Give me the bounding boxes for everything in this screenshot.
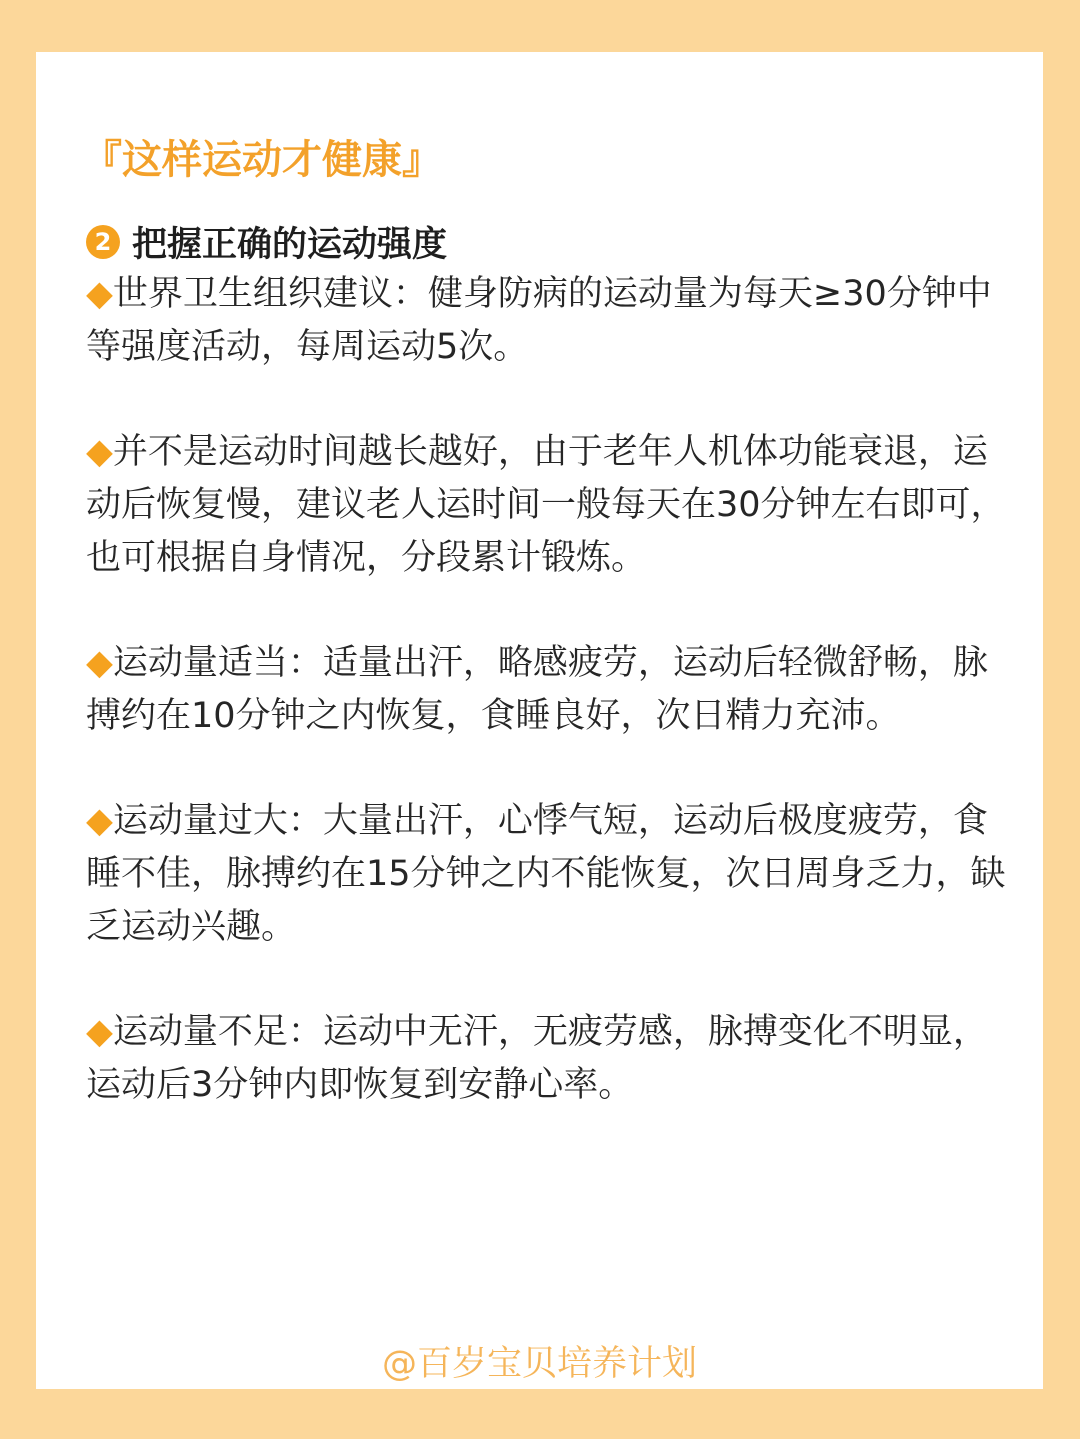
paragraph-text: 世界卫生组织建议：健身防病的运动量为每天≥30分钟中等强度活动，每周运动5次。 (86, 274, 992, 367)
paragraph-text: 运动量过大：大量出汗，心悸气短，运动后极度疲劳，食睡不佳，脉搏约在15分钟之内不能恢复，次日周身乏力，缺乏运动兴趣。 (86, 801, 1006, 947)
diamond-bullet-icon: ◆ (86, 1012, 113, 1052)
footer-account-handle: @百岁宝贝培养计划 (381, 1344, 697, 1384)
section-header (86, 220, 447, 264)
paragraph (86, 795, 1006, 954)
paragraph (86, 637, 1006, 743)
paragraph-text: 并不是运动时间越长越好，由于老年人机体功能衰退，运动后恢复慢，建议老人运时间一般每天在30分钟左右即可，也可根据自身情况，分段累计锻炼。 (86, 432, 1006, 578)
paragraph-text: 运动量不足：运动中无汗，无疲劳感，脉搏变化不明显，运动后3分钟内即恢复到安静心率。 (86, 1012, 988, 1105)
paragraph-text: 运动量适当：适量出汗，略感疲劳，运动后轻微舒畅，脉搏约在10分钟之内恢复，食睡良好，次日精力充沛。 (86, 643, 988, 736)
diamond-bullet-icon: ◆ (86, 801, 113, 841)
content-card (36, 52, 1043, 1389)
paragraph (86, 268, 1006, 374)
section-number-badge: 2 (86, 225, 120, 259)
paragraph-list (86, 268, 1006, 1164)
diamond-bullet-icon: ◆ (86, 432, 113, 472)
paragraph (86, 1006, 1006, 1112)
section-title: 把握正确的运动强度 (132, 225, 448, 265)
diamond-bullet-icon: ◆ (86, 274, 113, 314)
diamond-bullet-icon: ◆ (86, 643, 113, 683)
paragraph (86, 426, 1006, 585)
page-title: 『这样运动才健康』 (82, 137, 442, 183)
